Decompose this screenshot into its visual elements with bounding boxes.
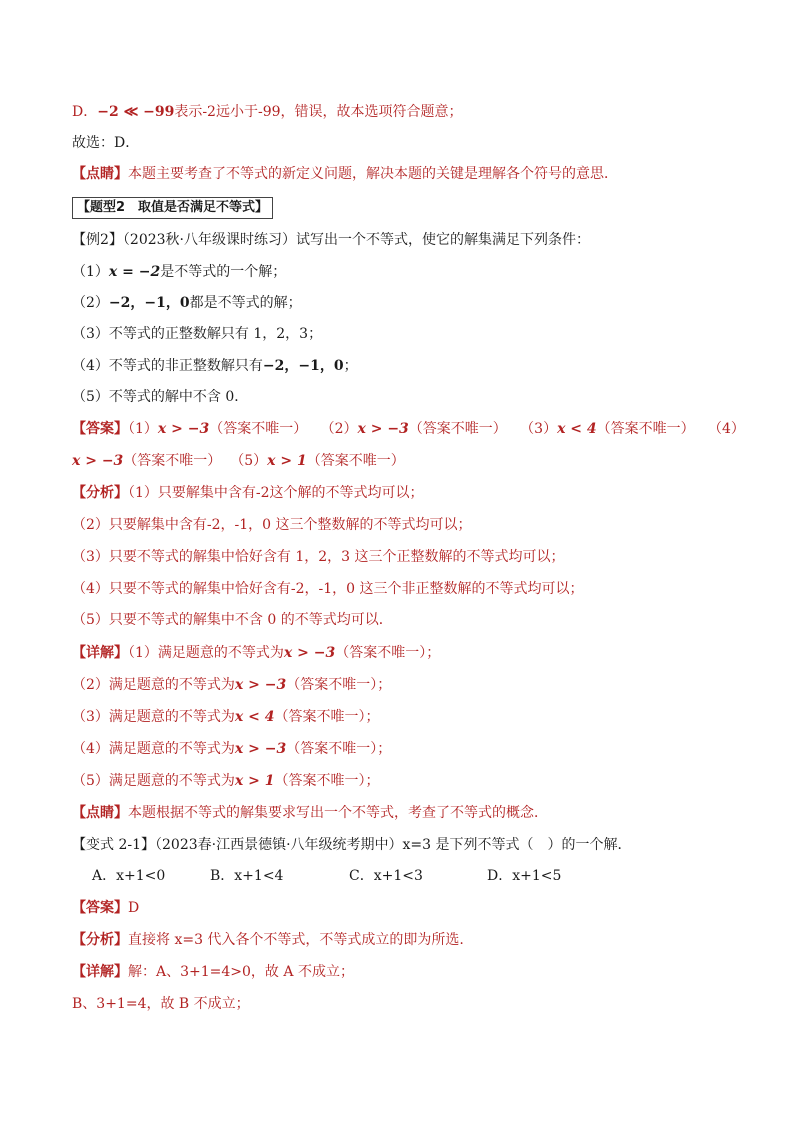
detail-variant bbox=[72, 962, 734, 982]
detail-text: （答案不唯一）； bbox=[286, 741, 392, 757]
detail-text: （1）满足题意的不等式为 bbox=[128, 645, 284, 661]
condition-text: 都是不等式的解； bbox=[189, 295, 302, 311]
answer-tag: 【答案】 bbox=[72, 421, 128, 437]
detail-2 bbox=[72, 675, 734, 695]
answer-value: D bbox=[128, 900, 140, 916]
detail-tag: 【详解】 bbox=[72, 645, 128, 661]
condition-text: （4）不等式的非正整数解只有 bbox=[72, 358, 263, 374]
item-number: （1） bbox=[128, 421, 158, 437]
option-b: B．x+1<4 bbox=[210, 868, 284, 884]
analysis-2: （2）只要解集中含有-2，-1，0 这三个整数解的不等式均可以； bbox=[72, 517, 472, 533]
detail-text: （答案不唯一）； bbox=[274, 773, 380, 789]
detail-4 bbox=[72, 739, 734, 759]
answer-note: （答案不唯一） bbox=[209, 421, 308, 437]
example-text: （2023秋·八年级课时练习）试写出一个不等式，使它的解集满足下列条件： bbox=[122, 232, 590, 248]
item-number: （1） bbox=[72, 264, 109, 280]
comment-line bbox=[72, 164, 734, 184]
math-expression: x = −2 bbox=[108, 264, 161, 280]
choice-line: 故选：D． bbox=[72, 135, 140, 151]
item-number: （5） bbox=[230, 453, 268, 469]
math-expression: x > −3 bbox=[234, 741, 287, 757]
math-expression: x > 1 bbox=[234, 773, 275, 789]
option-d: D．x+1<5 bbox=[487, 868, 562, 884]
math-expression: x > 1 bbox=[267, 453, 307, 469]
condition-text: 是不等式的一个解； bbox=[160, 264, 287, 280]
math-expression: x > −3 bbox=[357, 421, 409, 437]
detail-5 bbox=[72, 771, 734, 791]
math-expression: x > −3 bbox=[157, 421, 210, 437]
detail-text: 解：A、3+1=4>0，故 A 不成立； bbox=[128, 964, 354, 980]
math-expression: x < 4 bbox=[234, 709, 275, 725]
analysis-tag: 【分析】 bbox=[72, 932, 128, 948]
analysis-4: （4）只要不等式的解集中恰好含有-2，-1，0 这三个非正整数解的不等式均可以； bbox=[72, 581, 584, 597]
answer-note: （答案不唯一） bbox=[306, 453, 405, 469]
variant-tag: 【变式 2-1】 bbox=[72, 837, 155, 853]
option-a: A．x+1<0 bbox=[92, 868, 166, 884]
item-number: （3） bbox=[520, 421, 558, 437]
detail-text: （3）满足题意的不等式为 bbox=[72, 709, 235, 725]
condition-5: （5）不等式的解中不含 0． bbox=[72, 389, 249, 405]
comment-text: 本题根据不等式的解集要求写出一个不等式，考查了不等式的概念． bbox=[128, 805, 548, 821]
answer-note: （答案不唯一） bbox=[123, 453, 222, 469]
detail-variant-b: B、3+1=4，故 B 不成立； bbox=[72, 996, 250, 1012]
answer-note: （答案不唯一） bbox=[596, 421, 695, 437]
section-heading: 【题型2 取值是否满足不等式】 bbox=[72, 197, 273, 219]
answer-line-variant bbox=[72, 898, 734, 918]
analysis-tag: 【分析】 bbox=[72, 485, 128, 501]
item-number: （2） bbox=[320, 421, 358, 437]
analysis-1 bbox=[72, 483, 734, 503]
answer-note: （答案不唯一） bbox=[408, 421, 507, 437]
example-2-line bbox=[72, 230, 734, 250]
detail-text: （4）满足题意的不等式为 bbox=[72, 741, 235, 757]
answer-line-1 bbox=[72, 419, 745, 439]
detail-text: （2）满足题意的不等式为 bbox=[72, 677, 235, 693]
comment-line-2 bbox=[72, 803, 734, 823]
item-number: （4） bbox=[708, 421, 745, 437]
variant-2-1-line bbox=[72, 835, 734, 855]
detail-text: （答案不唯一）； bbox=[335, 645, 441, 661]
math-expression: x > −3 bbox=[283, 645, 336, 661]
option-letter: D． bbox=[72, 104, 98, 120]
math-expression: x > −3 bbox=[72, 453, 124, 469]
math-expression: x > −3 bbox=[234, 677, 287, 693]
example-tag: 【例2】 bbox=[72, 232, 123, 248]
condition-1 bbox=[72, 262, 734, 282]
comment-text: 本题主要考查了不等式的新定义问题，解决本题的关键是理解各个符号的意思． bbox=[128, 166, 618, 182]
detail-text: （5）满足题意的不等式为 bbox=[72, 773, 235, 789]
answer-tag: 【答案】 bbox=[72, 900, 128, 916]
math-expression: −2 ≪ −99 bbox=[97, 104, 175, 120]
comment-tag: 【点睛】 bbox=[72, 805, 128, 821]
detail-tag: 【详解】 bbox=[72, 964, 128, 980]
detail-text: （答案不唯一）； bbox=[274, 709, 380, 725]
condition-text: ； bbox=[343, 358, 358, 374]
analysis-5: （5）只要不等式的解集中不含 0 的不等式均可以． bbox=[72, 612, 393, 628]
answer-line-2 bbox=[72, 451, 734, 471]
variant-text: （2023春·江西景德镇·八年级统考期中）x=3 是下列不等式（ ）的一个解． bbox=[155, 837, 632, 853]
math-expression: x < 4 bbox=[557, 421, 597, 437]
detail-1 bbox=[72, 643, 734, 663]
math-expression: −2，−1，0 bbox=[262, 358, 344, 374]
analysis-3: （3）只要不等式的解集中恰好含有 1，2，3 这三个正整数解的不等式均可以； bbox=[72, 549, 565, 565]
math-expression: −2，−1，0 bbox=[108, 295, 190, 311]
condition-3: （3）不等式的正整数解只有 1，2，3； bbox=[72, 326, 323, 342]
option-d-explanation bbox=[72, 102, 734, 122]
analysis-text: （1）只要解集中含有-2这个解的不等式均可以； bbox=[128, 485, 424, 501]
explanation-text: 表示-2远小于-99，错误，故本选项符合题意； bbox=[174, 104, 463, 120]
analysis-text: 直接将 x=3 代入各个不等式，不等式成立的即为所选. bbox=[128, 932, 464, 948]
item-number: （2） bbox=[72, 295, 109, 311]
condition-4 bbox=[72, 356, 734, 376]
analysis-variant bbox=[72, 930, 734, 950]
condition-2 bbox=[72, 293, 734, 313]
comment-tag: 【点睛】 bbox=[72, 166, 128, 182]
detail-text: （答案不唯一）； bbox=[286, 677, 392, 693]
detail-3 bbox=[72, 707, 734, 727]
option-c: C．x+1<3 bbox=[349, 868, 423, 884]
